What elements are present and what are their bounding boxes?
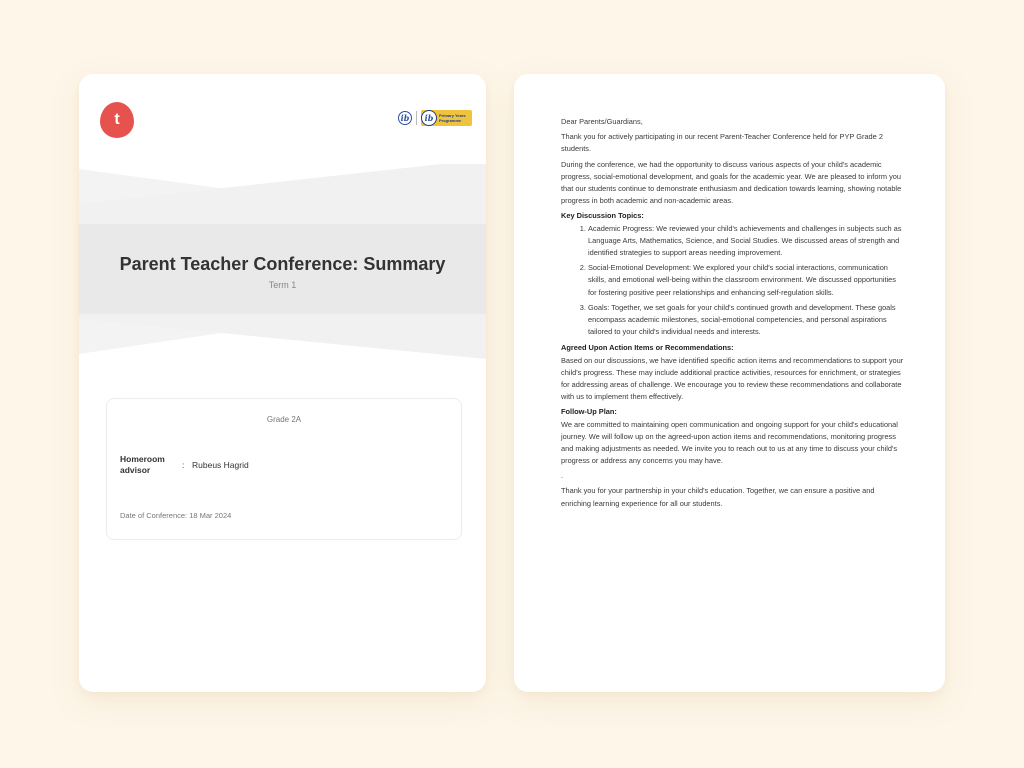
advisor-colon: : xyxy=(182,460,185,470)
actions-heading: Agreed Upon Action Items or Recommendations: xyxy=(561,343,734,353)
closing-paragraph: Thank you for your partnership in your child's education. Together, we can ensure a positive and enriching learning experience for all our students. xyxy=(561,486,875,508)
ib-pyp-logo-icon: ib xyxy=(421,110,437,126)
grade-label: Grade 2A xyxy=(266,415,302,424)
ib-logo-icon: ib xyxy=(398,111,412,125)
pyp-badge-text: Primary Years Programme xyxy=(439,113,466,123)
intro-paragraph: Thank you for actively participating in our recent Parent-Teacher Conference held for PYP Grade 2 students. xyxy=(561,132,883,154)
letter-page xyxy=(514,74,945,692)
followup-paragraph: We are committed to maintaining open communication and ongoing support for your child's educational journey. We will follow up on the agreed-upon action items and recommendations, monitoring progress and making adjustments as needed. We invite you to reach out to us at any time to discuss your child's progress or address any concerns you may have. xyxy=(561,419,898,466)
topics-heading: Key Discussion Topics: xyxy=(561,211,644,221)
advisor-label: Homeroom advisor xyxy=(120,454,165,475)
greeting: Dear Parents/Guardians, xyxy=(561,117,643,126)
followup-heading: Follow-Up Plan: xyxy=(561,407,617,417)
overview-paragraph: During the conference, we had the opportunity to discuss various aspects of your child's academic progress, social-emotional development, and goals for the academic year. We are pleased to inform you that our students continue to demonstrate enthusiasm and dedication towards learning, showing notable progress in both academic and non-academic areas. xyxy=(561,159,902,206)
logo-divider xyxy=(416,111,417,125)
topic-item: 1. Academic Progress: We reviewed your child's achievements and challenges in subjects such as Language Arts, Mathematics, Science, and Social Studies. We discussed areas of strength and identified strategies to support areas needing improvement. xyxy=(588,223,906,260)
document-title: Parent Teacher Conference: Summary xyxy=(119,254,446,274)
separator-dot: . xyxy=(561,471,564,481)
pyp-badge xyxy=(421,110,472,126)
school-logo-icon: t xyxy=(100,102,134,138)
conference-date: Date of Conference: 18 Mar 2024 xyxy=(120,511,232,520)
advisor-name: Rubeus Hagrid xyxy=(192,460,249,470)
letter-body xyxy=(561,116,906,513)
term-label: Term 1 xyxy=(268,280,297,290)
cover-page xyxy=(79,74,486,692)
ib-logos xyxy=(398,110,472,126)
topic-item: 3. Goals: Together, we set goals for your child's continued growth and development. These goals encompass academic milestones, social-emotional competencies, and personal aspirations tailored to your child's individual needs and interests. xyxy=(588,302,906,339)
actions-paragraph: Based on our discussions, we have identified specific action items and recommendations to support your child's progress. These may include additional practice activities, resources for enrichment, or strategies for addressing areas of challenge. We encourage you to review these recommendations and collaborate with us to implement them effectively. xyxy=(561,355,904,402)
topics-list xyxy=(561,223,906,339)
topic-item: 2. Social-Emotional Development: We explored your child's social interactions, communication skills, and emotional well-being within the classroom environment. We discussed opportunities for fostering positive peer relationships and enhancing self-regulation skills. xyxy=(588,262,906,299)
conference-info-card xyxy=(106,398,462,540)
